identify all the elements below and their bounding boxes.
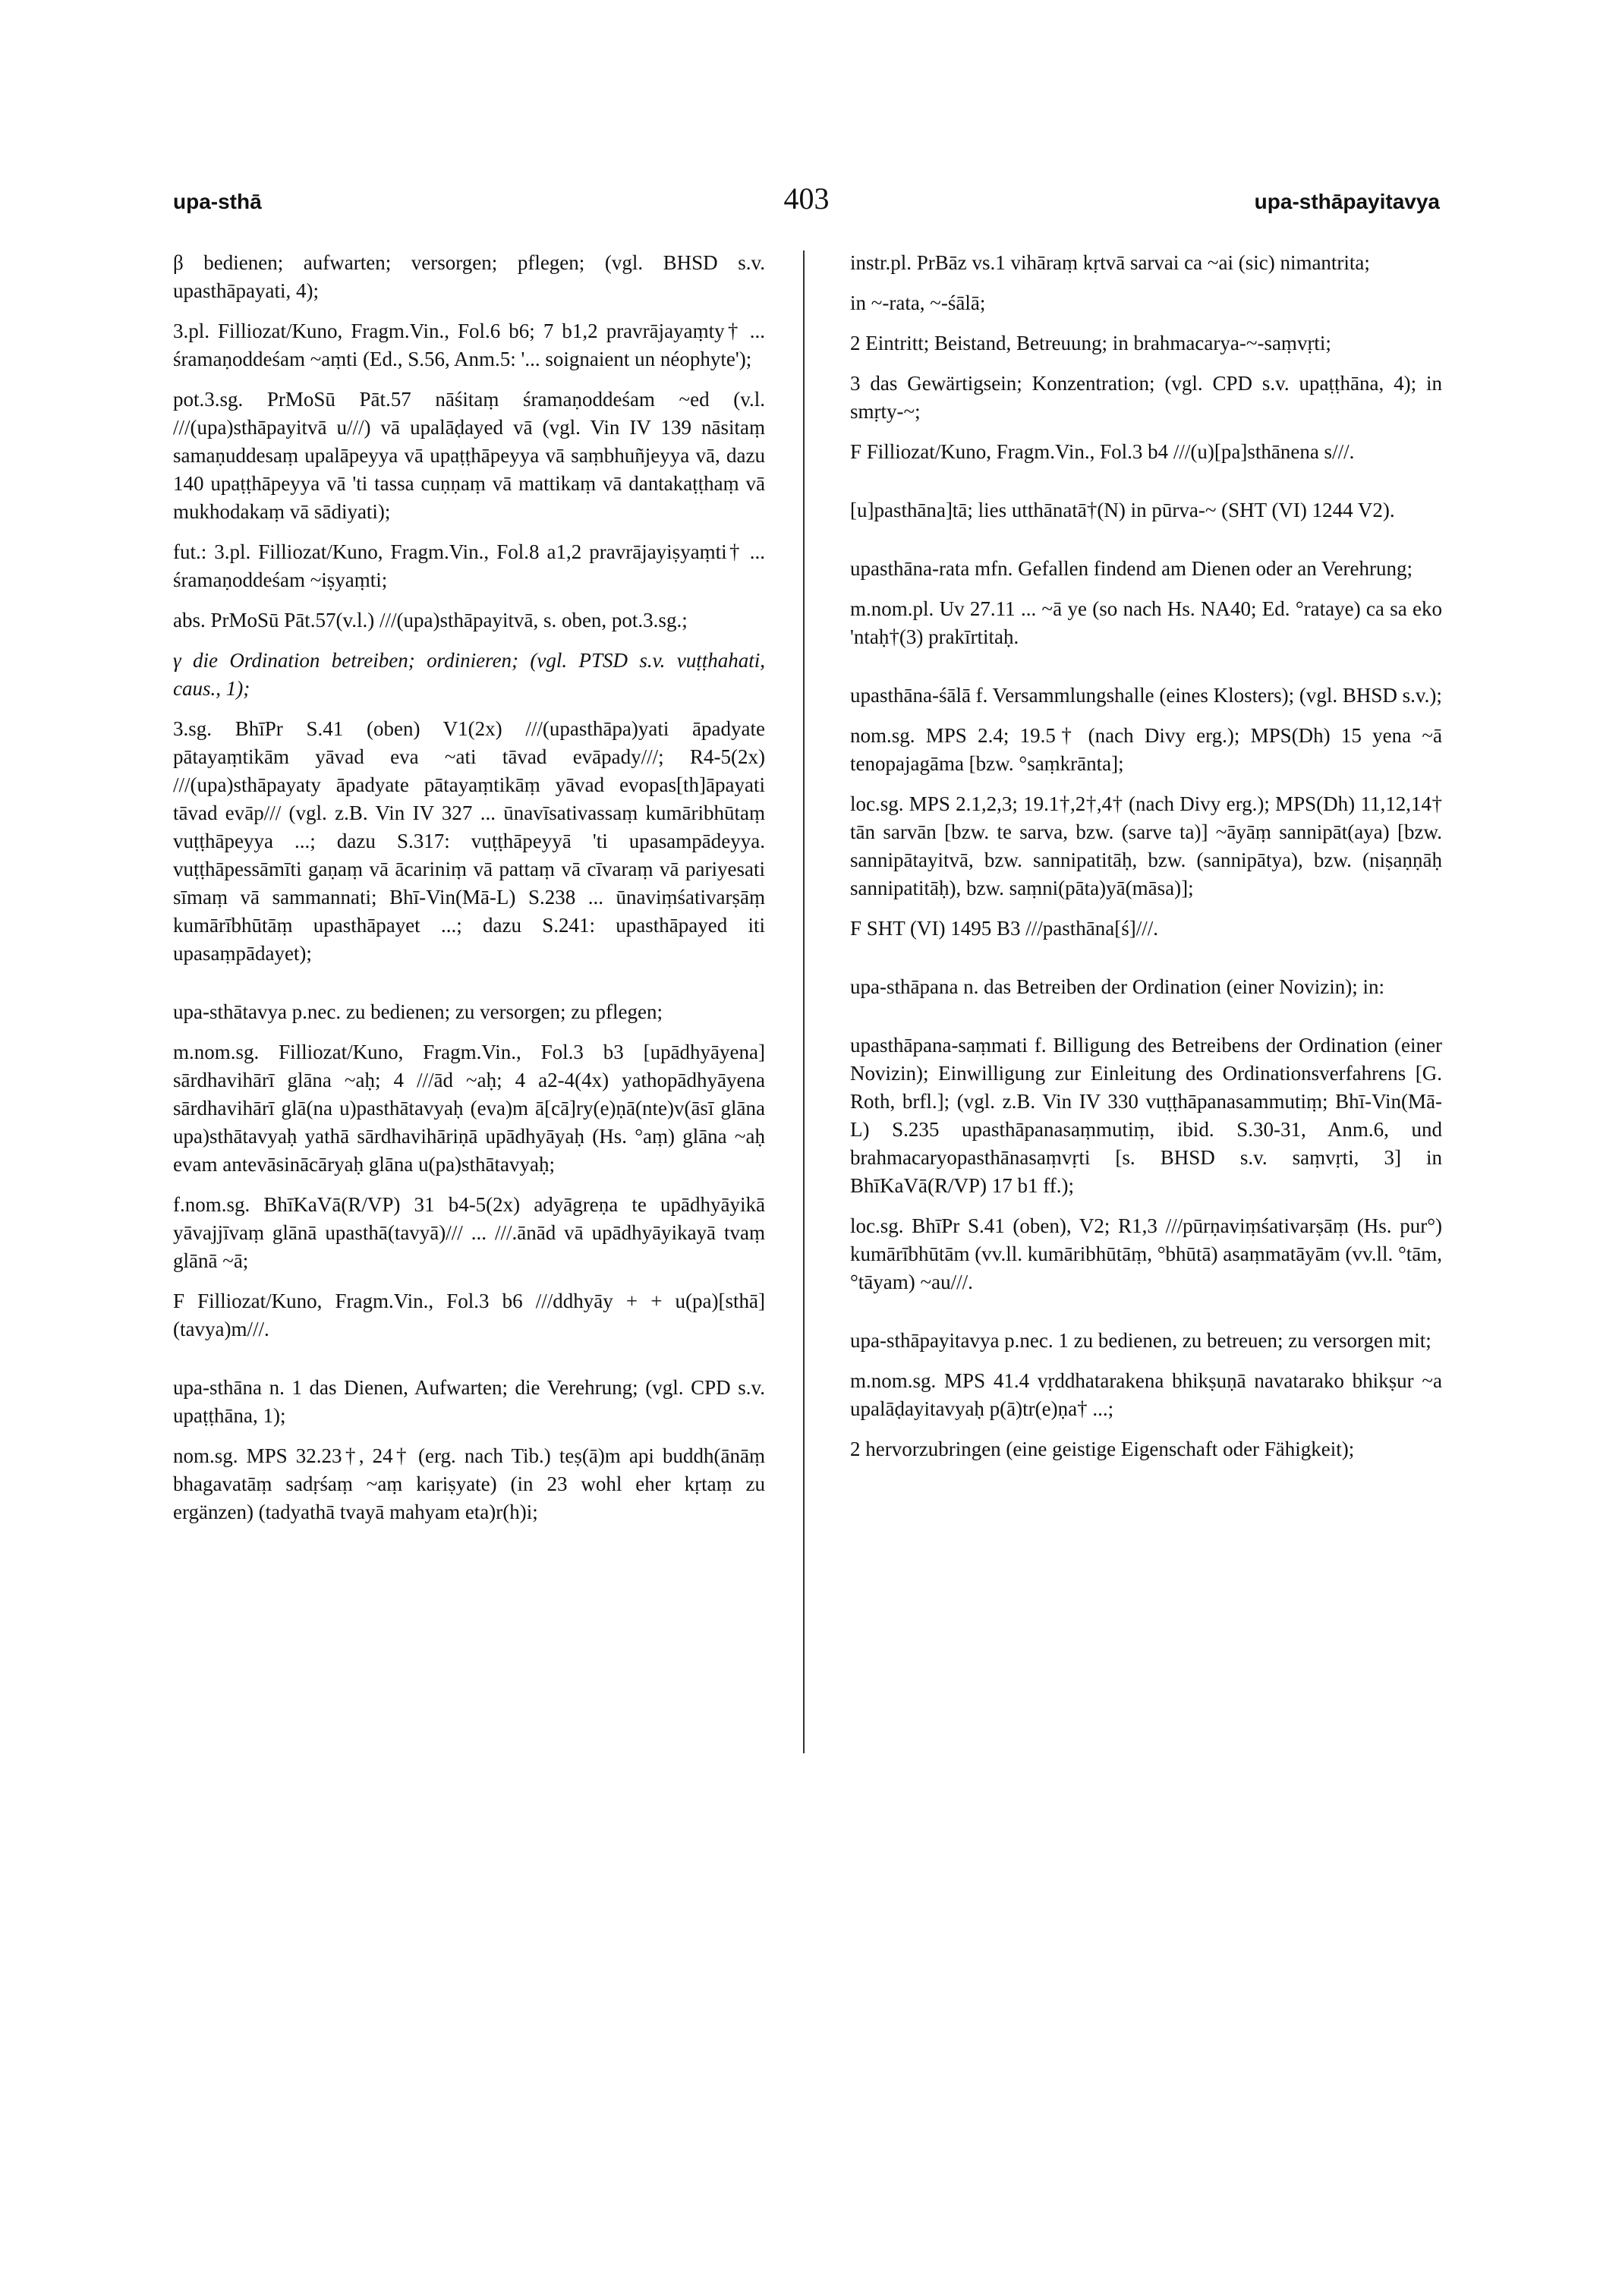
right-column — [850, 249, 1442, 1476]
header-right-headword: upa-sthāpayitavya — [1254, 190, 1440, 213]
paragraph: in ~-rata, ~-śālā; — [850, 291, 986, 314]
paragraph: F Filliozat/Kuno, Fragm.Vin., Fol.3 b6 ///ddhyāy + + u(pa)[sthā](tavya)m///. — [173, 1290, 765, 1340]
entry-heading: upasthāna-rata mfn. Gefallen findend am Dienen oder an Verehrung; — [850, 557, 1413, 580]
paragraph: loc.sg. BhīPr S.41 (oben), V2; R1,3 ///pūrṇaviṃśativarṣāṃ (Hs. pur°) kumārībhūtām (vv.ll. kumāribhūtāṃ, °bhūtā) asaṃmatāyām (vv.ll. °tām, °tāyam) ~au///. — [850, 1214, 1442, 1293]
page-number: 403 — [783, 181, 830, 216]
header-left-headword: upa-sthā — [173, 190, 262, 213]
entry-heading: upa-sthāna n. 1 das Dienen, Aufwarten; die Verehrung; (vgl. CPD s.v. upaṭṭhāna, 1); — [173, 1376, 765, 1427]
paragraph: pot.3.sg. PrMoSū Pāt.57 nāśitaṃ śramaṇoddeśam ~ed (v.l. ///(upa)sthāpayitvā u///) vā upalāḍayed vā (vgl. Vin IV 139 nāsitaṃ samaṇuddesaṃ upalāpeyya vā upaṭṭhāpeyya vā saṃbhuñjeyya vā, dazu 140 upaṭṭhāpeyya vā 'ti tassa cuṇṇaṃ vā mattikaṃ vā dantakaṭṭhaṃ vā mukhodakaṃ vā sādiyati); — [173, 388, 765, 523]
entry-heading: upa-sthāpayitavya p.nec. 1 zu bedienen, zu betreuen; zu versorgen mit; — [850, 1329, 1431, 1352]
paragraph: m.nom.sg. MPS 41.4 vṛddhatarakena bhikṣuṇā navatarako bhikṣur ~a upalāḍayitavyaḥ p(ā)tr(e)ṇa† ...; — [850, 1369, 1442, 1420]
entry-heading: [u]pasthāna]tā; lies utthānatā†(N) in pūrva-~ (SHT (VI) 1244 V2). — [850, 499, 1395, 521]
column-divider — [803, 250, 805, 1753]
paragraph: 3.pl. Filliozat/Kuno, Fragm.Vin., Fol.6 b6; 7 b1,2 pravrājayaṃty† ... śramaṇoddeśam ~aṃti (Ed., S.56, Anm.5: '... soignaient un néophyte'); — [173, 320, 765, 370]
paragraph: fut.: 3.pl. Filliozat/Kuno, Fragm.Vin., Fol.8 a1,2 pravrājayiṣyaṃti† ... śramaṇoddeśam ~iṣyaṃti; — [173, 540, 765, 591]
entry-heading: upa-sthātavya p.nec. zu bedienen; zu versorgen; zu pflegen; — [173, 1000, 663, 1023]
paragraph: m.nom.pl. Uv 27.11 ... ~ā ye (so nach Hs. NA40; Ed. °rataye) ca sa eko 'ntaḥ†(3) prakīrtitaḥ. — [850, 597, 1442, 648]
entry-heading: upa-sthāpana n. das Betreiben der Ordination (einer Novizin); in: — [850, 975, 1385, 998]
paragraph: f.nom.sg. BhīKaVā(R/VP) 31 b4-5(2x) adyāgreṇa te upādhyāyikā yāvajjīvaṃ glānā upasthā(tavyā)/// ... ///.ānād vā upādhyāyikayā tvaṃ glānā ~ā; — [173, 1193, 765, 1272]
paragraph: 3.sg. BhīPr S.41 (oben) V1(2x) ///(upasthāpa)yati āpadyate pātayaṃtikām yāvad eva ~ati tāvad evāpady///; R4-5(2x) ///(upa)sthāpayaty āpadyate pātayaṃtikāṃ yāvad evopas[th]āpayati tāvad evāp/// (vgl. z.B. Vin IV 327 ... ūnavīsativassaṃ kumāribhūtaṃ vuṭṭhāpeyya ...; dazu S.317: vuṭṭhāpeyyā 'ti upasampādeyya. vuṭṭhāpessāmīti gaṇaṃ vā ācariniṃ vā pattaṃ vā cīvaraṃ vā pariyesati sīmaṃ vā sammannati; Bhī-Vin(Mā-L) S.238 ... ūnaviṃśativarṣāṃ kumārībhūtāṃ upasthāpayet ...; dazu S.241: upasthāpayed iti upasaṃpādayet); — [173, 717, 765, 965]
paragraph: F Filliozat/Kuno, Fragm.Vin., Fol.3 b4 ///(u)[pa]sthānena s///. — [850, 440, 1355, 463]
paragraph: β bedienen; aufwarten; versorgen; pflegen; (vgl. BHSD s.v. upasthāpayati, 4); — [173, 251, 765, 302]
paragraph: nom.sg. MPS 2.4; 19.5† (nach Divy erg.); MPS(Dh) 15 yena ~ā tenopajagāma [bzw. °saṃkrānta]; — [850, 724, 1442, 775]
sense-definition: γ die Ordination betreiben; ordinieren; (vgl. PTSD s.v. vuṭṭhahati, caus., 1); — [173, 649, 765, 700]
paragraph: 2 hervorzubringen (eine geistige Eigenschaft oder Fähigkeit); — [850, 1438, 1355, 1460]
paragraph: loc.sg. MPS 2.1,2,3; 19.1†,2†,4† (nach Divy erg.); MPS(Dh) 11,12,14† tān sarvān [bzw. te sarva, bzw. (sarve ta)] ~āyāṃ sannipāt(aya) [bzw. sannipātayitvā, bzw. sannipatitāḥ, bzw. (sannipātya), bzw. (niṣaṇṇāḥ sannipatitāḥ), bzw. saṃni(pāta)yā(māsa)]; — [850, 792, 1442, 899]
paragraph: F SHT (VI) 1495 B3 ///pasthāna[ś]///. — [850, 917, 1158, 940]
paragraph: abs. PrMoSū Pāt.57(v.l.) ///(upa)sthāpayitvā, s. oben, pot.3.sg.; — [173, 609, 688, 631]
entry-heading: upasthāpana-saṃmati f. Billigung des Betreibens der Ordination (einer Novizin); Einwilligung zur Einleitung des Ordinationsverfahrens [G. Roth, brfl.]; (vgl. z.B. Vin IV 330 vuṭṭhāpanasammutiṃ; Bhī-Vin(Mā-L) S.235 upasthāpanasaṃmutiṃ, ibid. S.30-31, Anm.6, und brahmacaryopasthānasaṃvṛti [s. BHSD s.v. saṃvṛti, 3] in BhīKaVā(R/VP) 17 b1 ff.); — [850, 1034, 1442, 1197]
page-header — [173, 181, 1440, 234]
entry-heading: upasthāna-śālā f. Versammlungshalle (eines Klosters); (vgl. BHSD s.v.); — [850, 684, 1442, 707]
left-column — [173, 249, 765, 1539]
paragraph: m.nom.sg. Filliozat/Kuno, Fragm.Vin., Fol.3 b3 [upādhyāyena] sārdhavihārī glāna ~aḥ; 4 ///ād ~aḥ; 4 a2-4(4x) yathopādhyāyena sārdhavihārī glā(na u)pasthātavyaḥ (eva)m ā[cā]ry(e)ṇā(nte)v(āsī glāna upa)sthātavyaḥ yathā sārdhavihāriṇā upādhyāyaḥ (Hs. °aṃ) glāna ~aḥ evam antevāsinācāryaḥ glāna u(pa)sthātavyaḥ; — [173, 1041, 765, 1176]
paragraph: instr.pl. PrBāz vs.1 vihāraṃ kṛtvā sarvai ca ~ai (sic) nimantrita; — [850, 251, 1370, 274]
paragraph: nom.sg. MPS 32.23†, 24† (erg. nach Tib.) teṣ(ā)m api buddh(ānāṃ bhagavatāṃ sadṛśaṃ ~aṃ kariṣyate) (in 23 wohl eher kṛtaṃ zu ergänzen) (tadyathā tvayā mahyam eta)r(h)i; — [173, 1444, 765, 1523]
paragraph: 3 das Gewärtigsein; Konzentration; (vgl. CPD s.v. upaṭṭhāna, 4); in smṛty-~; — [850, 372, 1442, 423]
paragraph: 2 Eintritt; Beistand, Betreuung; in brahmacarya-~-saṃvṛti; — [850, 332, 1331, 354]
